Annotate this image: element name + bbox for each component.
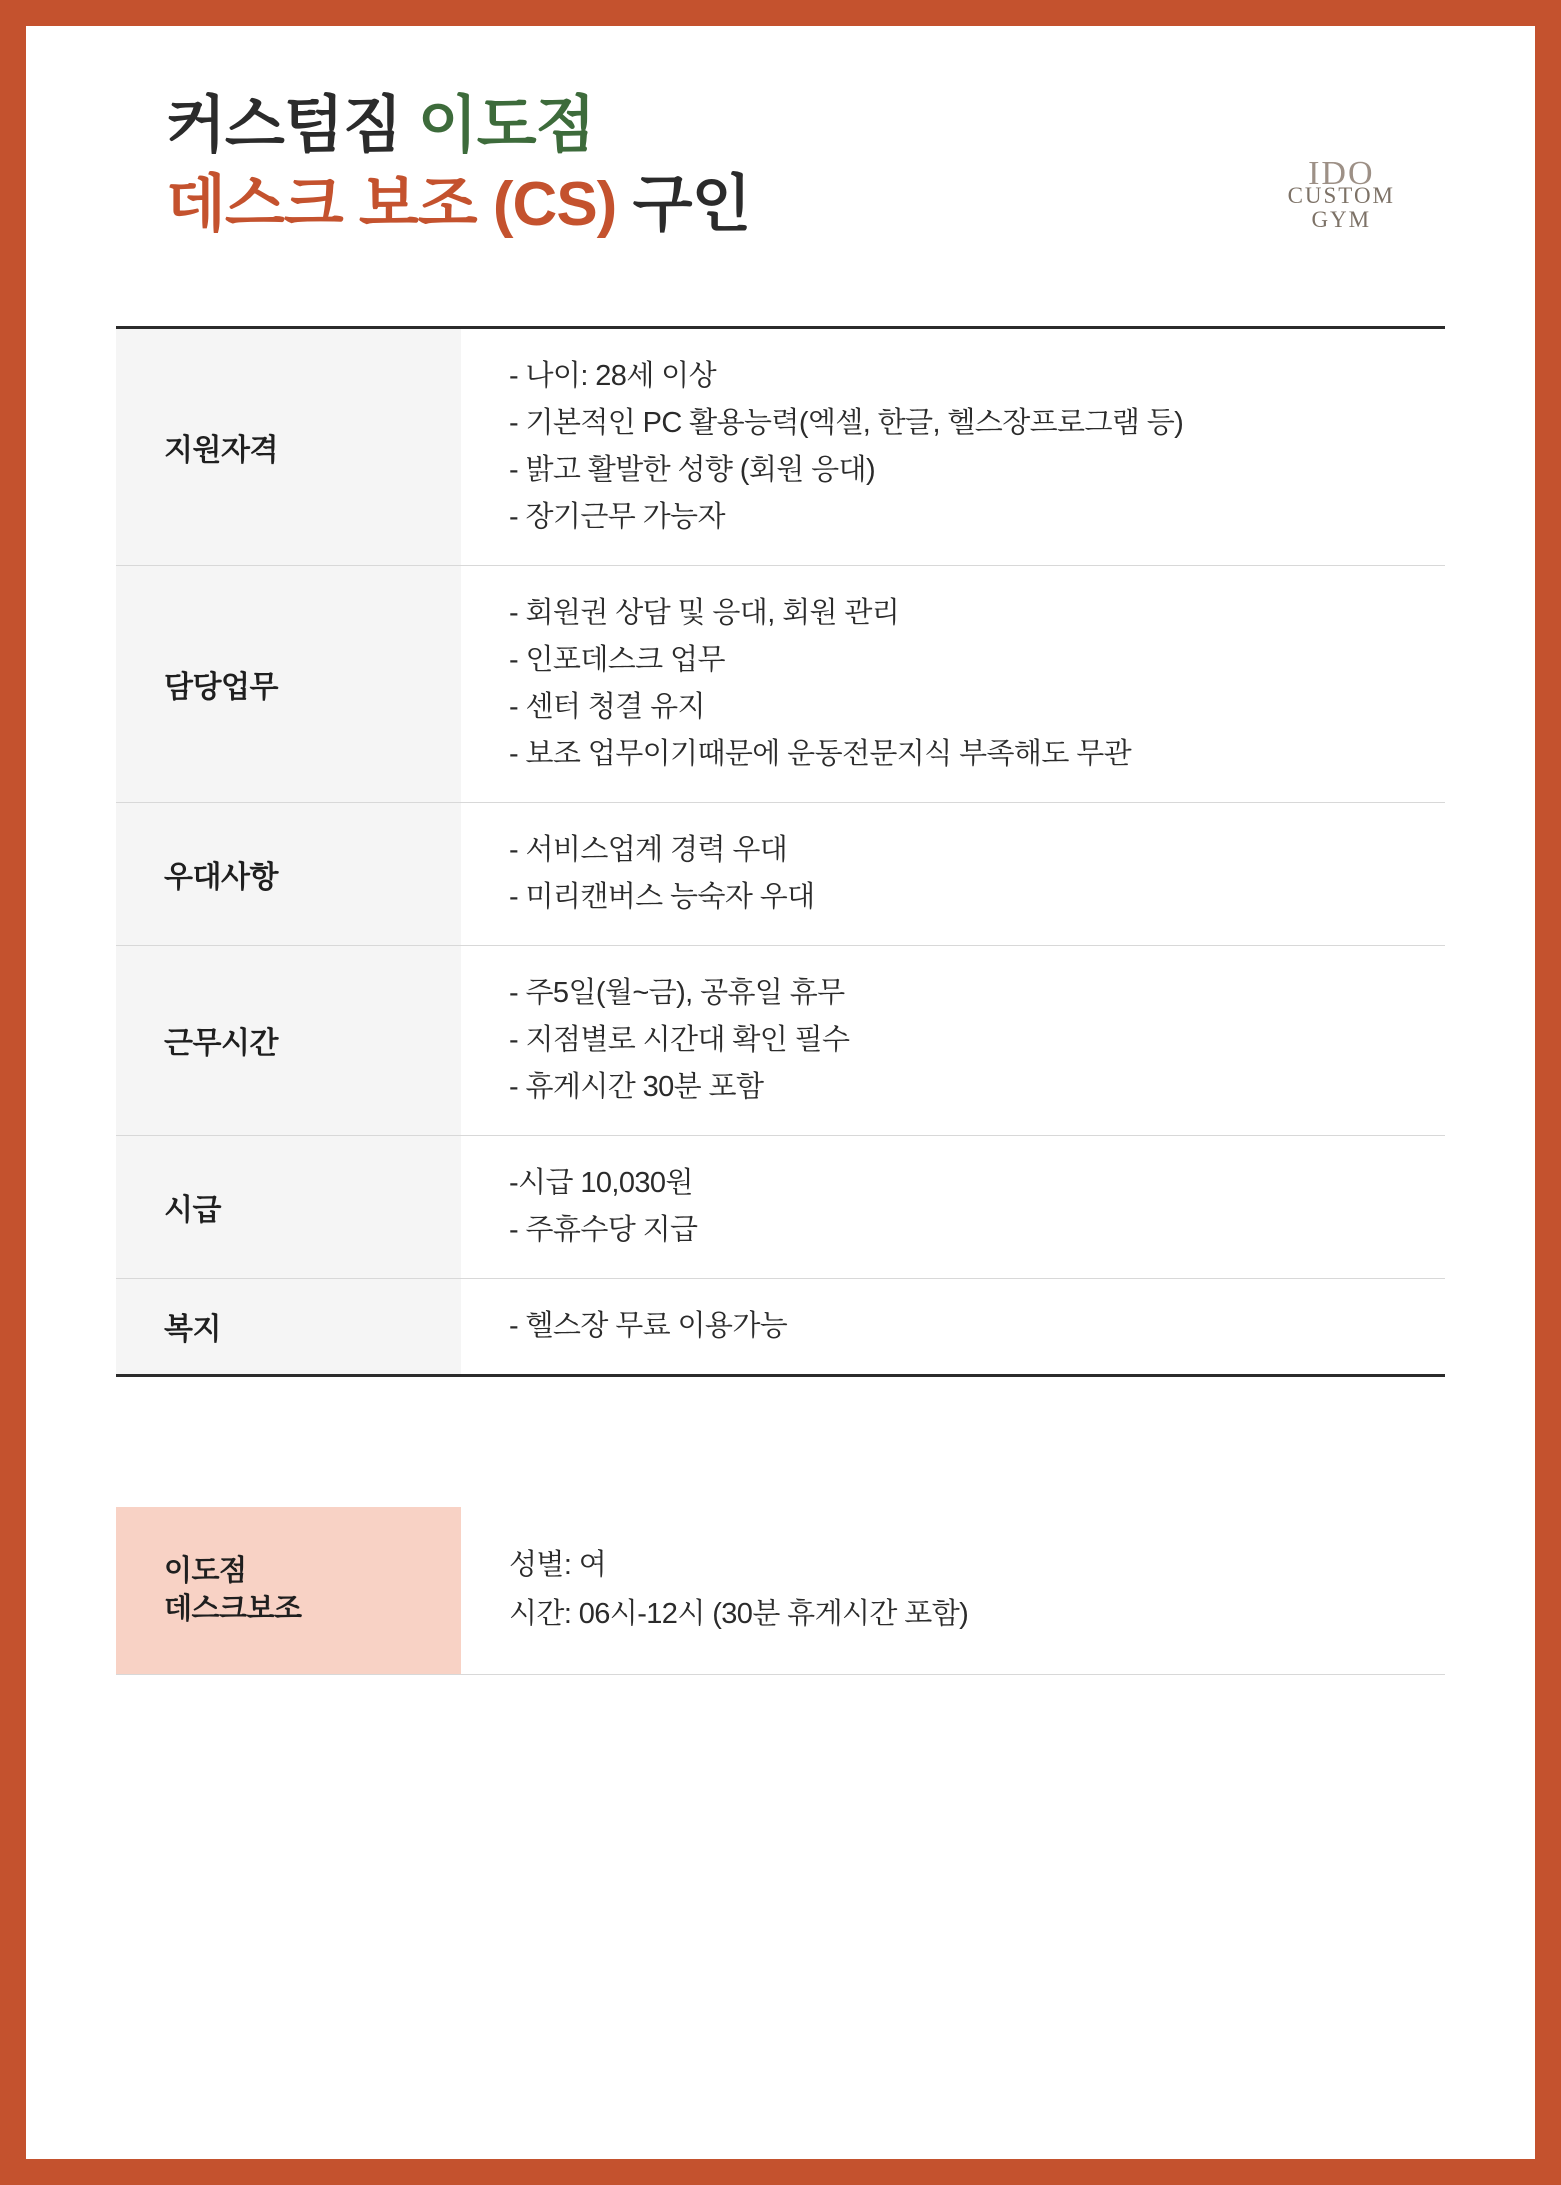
list-item: -시급 10,030원 [509,1166,693,1199]
row-label: 담당업무 [116,566,461,802]
list-item: - 보조 업무이기때문에 운동전문지식 부족해도 무관 [509,737,1132,770]
list-item: - 장기근무 가능자 [509,500,725,533]
title-line-1 [166,86,1445,165]
table-row [116,566,1445,803]
row-content [461,803,1445,945]
row-label: 지원자격 [116,329,461,565]
poster-canvas [26,26,1535,2159]
list-item: - 지점별로 시간대 확인 필수 [509,1023,850,1056]
list-item: - 휴게시간 30분 포함 [509,1070,764,1103]
list-item: - 헬스장 무료 이용가능 [509,1309,788,1342]
position-label-line-2: 데스크보조 [164,1593,302,1626]
list-item: 성별: 여 [509,1548,607,1581]
title-part-brand: 커스텀짐 [166,91,418,160]
position-detail-table [116,1507,1445,1676]
list-item: - 회원권 상담 및 응대, 회원 관리 [509,596,900,629]
list-item: - 주5일(월~금), 공휴일 휴무 [509,976,845,1009]
list-item: - 밝고 활발한 성향 (회원 응대) [509,453,876,486]
row-content [461,1279,1445,1374]
poster-header [26,26,1535,326]
table-row [116,329,1445,566]
table-row [116,1136,1445,1279]
logo-gym-text: GYM [1311,206,1372,232]
page-title [166,86,1445,245]
position-label-line-1: 이도점 [164,1554,247,1587]
position-content [461,1507,1445,1675]
list-item: - 나이: 28세 이상 [509,360,717,392]
row-label: 우대사항 [116,803,461,945]
title-line-2 [166,165,1445,244]
logo-ido-text: IDO [1308,155,1375,192]
row-label: 시급 [116,1136,461,1278]
row-content [461,946,1445,1135]
requirements-table [116,326,1445,1377]
position-label [116,1507,461,1675]
title-part-branch: 이도점 [417,91,595,160]
table-row [116,1507,1445,1675]
list-item: - 기본적인 PC 활용능력(엑셀, 한글, 헬스장프로그램 등) [509,406,1184,439]
table-row [116,946,1445,1136]
title-part-hiring: 구인 [632,170,751,240]
row-content [461,329,1445,565]
list-item: - 센터 청결 유지 [509,690,705,723]
table-row [116,1279,1445,1374]
list-item: - 인포데스크 업무 [509,643,725,676]
list-item: - 주휴수당 지급 [509,1213,698,1246]
table-row [116,803,1445,946]
row-label: 복지 [116,1279,461,1374]
list-item: - 미리캔버스 능숙자 우대 [509,880,815,913]
row-label: 근무시간 [116,946,461,1135]
row-content [461,566,1445,802]
title-part-role: 데스크 보조 (CS) [166,170,633,240]
row-content [461,1136,1445,1278]
list-item: - 서비스업계 경력 우대 [509,833,788,866]
list-item: 시간: 06시-12시 (30분 휴게시간 포함) [509,1598,969,1631]
logo-custom-text: CUSTOM [1287,182,1395,208]
brand-logo [1288,156,1395,232]
